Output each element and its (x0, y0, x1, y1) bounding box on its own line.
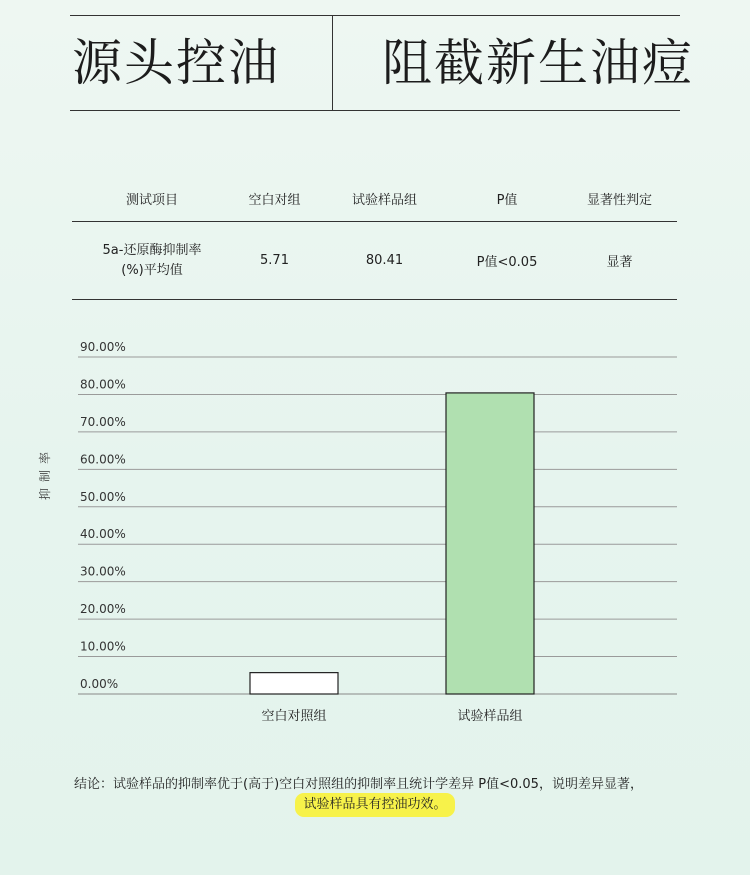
bar (250, 673, 338, 694)
conclusion-line2-wrap (0, 793, 750, 817)
table-header-cell: 空白对组 (248, 193, 301, 208)
x-tick-label: 空白对照组 (261, 709, 327, 724)
table-cell-sample: 80.41 (365, 253, 404, 268)
header-top-rule (70, 15, 680, 16)
table-header-cell: 测试项目 (125, 193, 178, 208)
bar (446, 393, 534, 694)
table-cell-item-line2: (%)平均值 (121, 262, 183, 278)
table-cell-blank: 5.71 (260, 253, 289, 268)
table-cell-significance: 显著 (606, 255, 633, 270)
y-tick-label: 60.00% (80, 452, 126, 467)
y-tick-label: 10.00% (80, 639, 126, 654)
table-cell-item-line1: 5a-还原酶抑制率 (102, 242, 202, 258)
table-header-row (72, 176, 677, 222)
table-header-cell: P值 (496, 193, 518, 208)
table-cell-item (72, 241, 232, 281)
results-table (72, 176, 677, 300)
y-tick-label: 80.00% (80, 377, 126, 392)
header-bottom-rule (70, 110, 680, 111)
header-divider (332, 15, 333, 111)
y-tick-label: 0.00% (80, 677, 119, 691)
table-row (72, 222, 677, 300)
y-tick-label: 70.00% (80, 414, 126, 429)
header-left-title: 源头控油 (72, 34, 280, 92)
header-right-title: 阻截新生油痘 (382, 34, 694, 92)
y-tick-label: 30.00% (80, 564, 126, 579)
table-header-cell: 显著性判定 (586, 193, 652, 208)
table-cell-p: P值<0.05 (476, 255, 538, 270)
conclusion-line1: 结论：试验样品的抑制率优于(高于)空白对照组的抑制率且统计学差异 P值<0.05，说明差异显著， (74, 777, 643, 792)
conclusion-highlight: 试验样品具有控油功效。 (295, 793, 454, 817)
y-axis-label: 抑制率 (38, 445, 52, 500)
x-tick-label: 试验样品组 (457, 709, 523, 724)
y-tick-label: 20.00% (80, 602, 126, 617)
y-tick-label: 40.00% (80, 527, 126, 542)
y-tick-label: 50.00% (80, 489, 126, 504)
bar-chart (0, 330, 750, 730)
y-tick-label: 90.00% (80, 340, 126, 354)
table-header-cell: 试验样品组 (351, 193, 417, 208)
